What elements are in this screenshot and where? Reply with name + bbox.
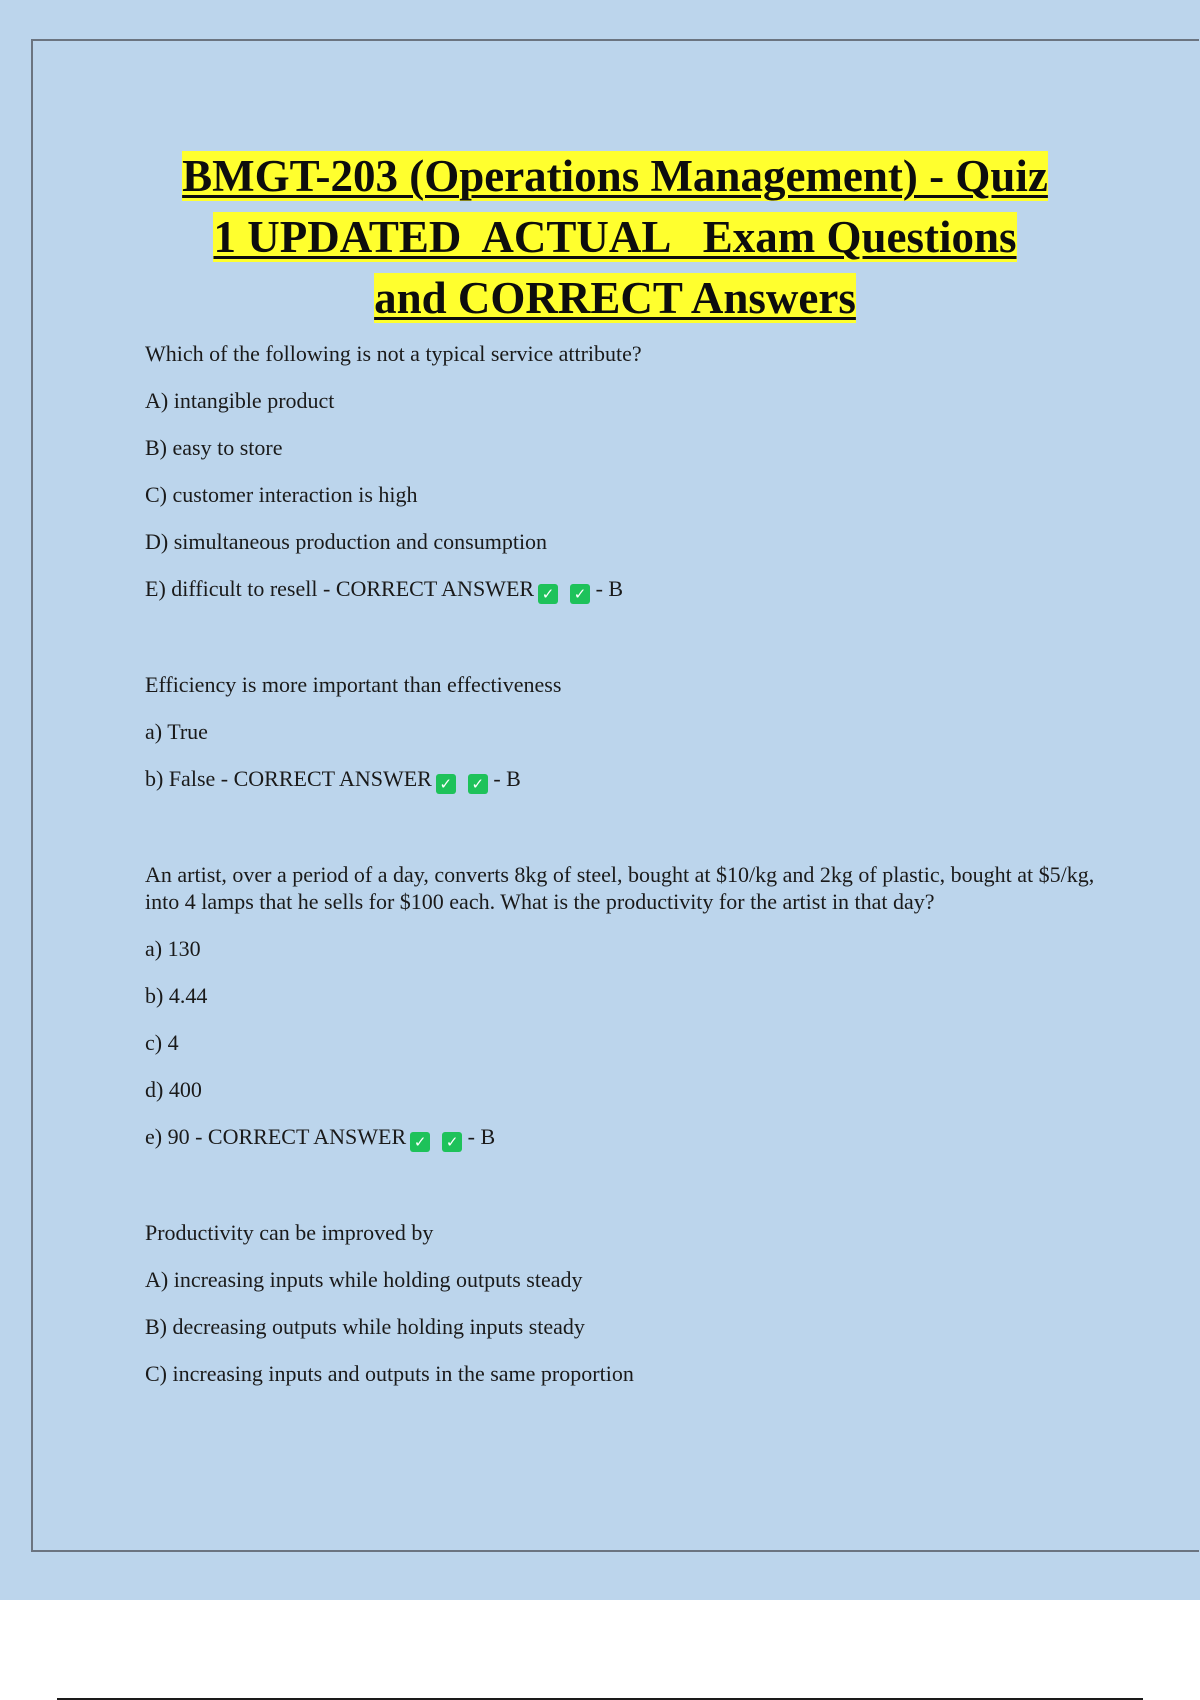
question-stem: Productivity can be improved by [145, 1220, 434, 1245]
question-stem: An artist, over a period of a day, converts 8kg of steel, bought at $10/kg and 2kg of plastic, bought at $5/kg, into 4 lamps that he sells for $100 each. What is the productivity for the artist in that day? [145, 862, 1095, 914]
answer-option: D) simultaneous production and consumption [145, 529, 548, 554]
question-4 [145, 1219, 1095, 1387]
check-square-icon: ✓ [570, 584, 590, 604]
check-square-icon: ✓ [538, 584, 558, 604]
question-3 [145, 861, 1095, 1152]
title-line-3: and CORRECT Answers [374, 273, 856, 323]
answer-option: B) decreasing outputs while holding inputs steady [145, 1314, 585, 1339]
check-square-icon: ✓ [468, 774, 488, 794]
answer-option: C) customer interaction is high [145, 482, 418, 507]
title-line-2: 1 UPDATED ACTUAL Exam Questions [213, 212, 1017, 262]
check-square-icon: ✓ [442, 1132, 462, 1152]
answer-option: A) intangible product [145, 388, 335, 413]
correct-answer-option: e) 90 - CORRECT ANSWER [145, 1124, 407, 1149]
correct-answer-letter: - B [595, 576, 624, 601]
correct-answer-option: b) False - CORRECT ANSWER [145, 766, 432, 791]
check-square-icon: ✓ [410, 1132, 430, 1152]
title-line-1: BMGT-203 (Operations Management) - Quiz [182, 151, 1048, 201]
answer-option: A) increasing inputs while holding outputs steady [145, 1267, 583, 1292]
answer-option: b) 4.44 [145, 983, 208, 1008]
correct-answer-line [145, 575, 1095, 604]
question-stem: Which of the following is not a typical service attribute? [145, 341, 642, 366]
answer-option: c) 4 [145, 1030, 179, 1055]
correct-answer-letter: - B [493, 766, 521, 791]
question-list [145, 340, 1095, 1387]
correct-answer-letter: - B [467, 1124, 496, 1149]
answer-option: a) 130 [145, 936, 201, 961]
answer-option: C) increasing inputs and outputs in the same proportion [145, 1361, 634, 1386]
correct-answer-line [145, 765, 1095, 794]
question-1 [145, 340, 1095, 604]
correct-answer-option: E) difficult to resell - CORRECT ANSWER [145, 576, 535, 601]
correct-answer-line [145, 1123, 1095, 1152]
question-2 [145, 671, 1095, 794]
answer-option: d) 400 [145, 1077, 202, 1102]
question-stem: Efficiency is more important than effectiveness [145, 672, 562, 697]
answer-option: B) easy to store [145, 435, 283, 460]
answer-option: a) True [145, 719, 208, 744]
check-square-icon: ✓ [436, 774, 456, 794]
document-title [115, 146, 1115, 329]
